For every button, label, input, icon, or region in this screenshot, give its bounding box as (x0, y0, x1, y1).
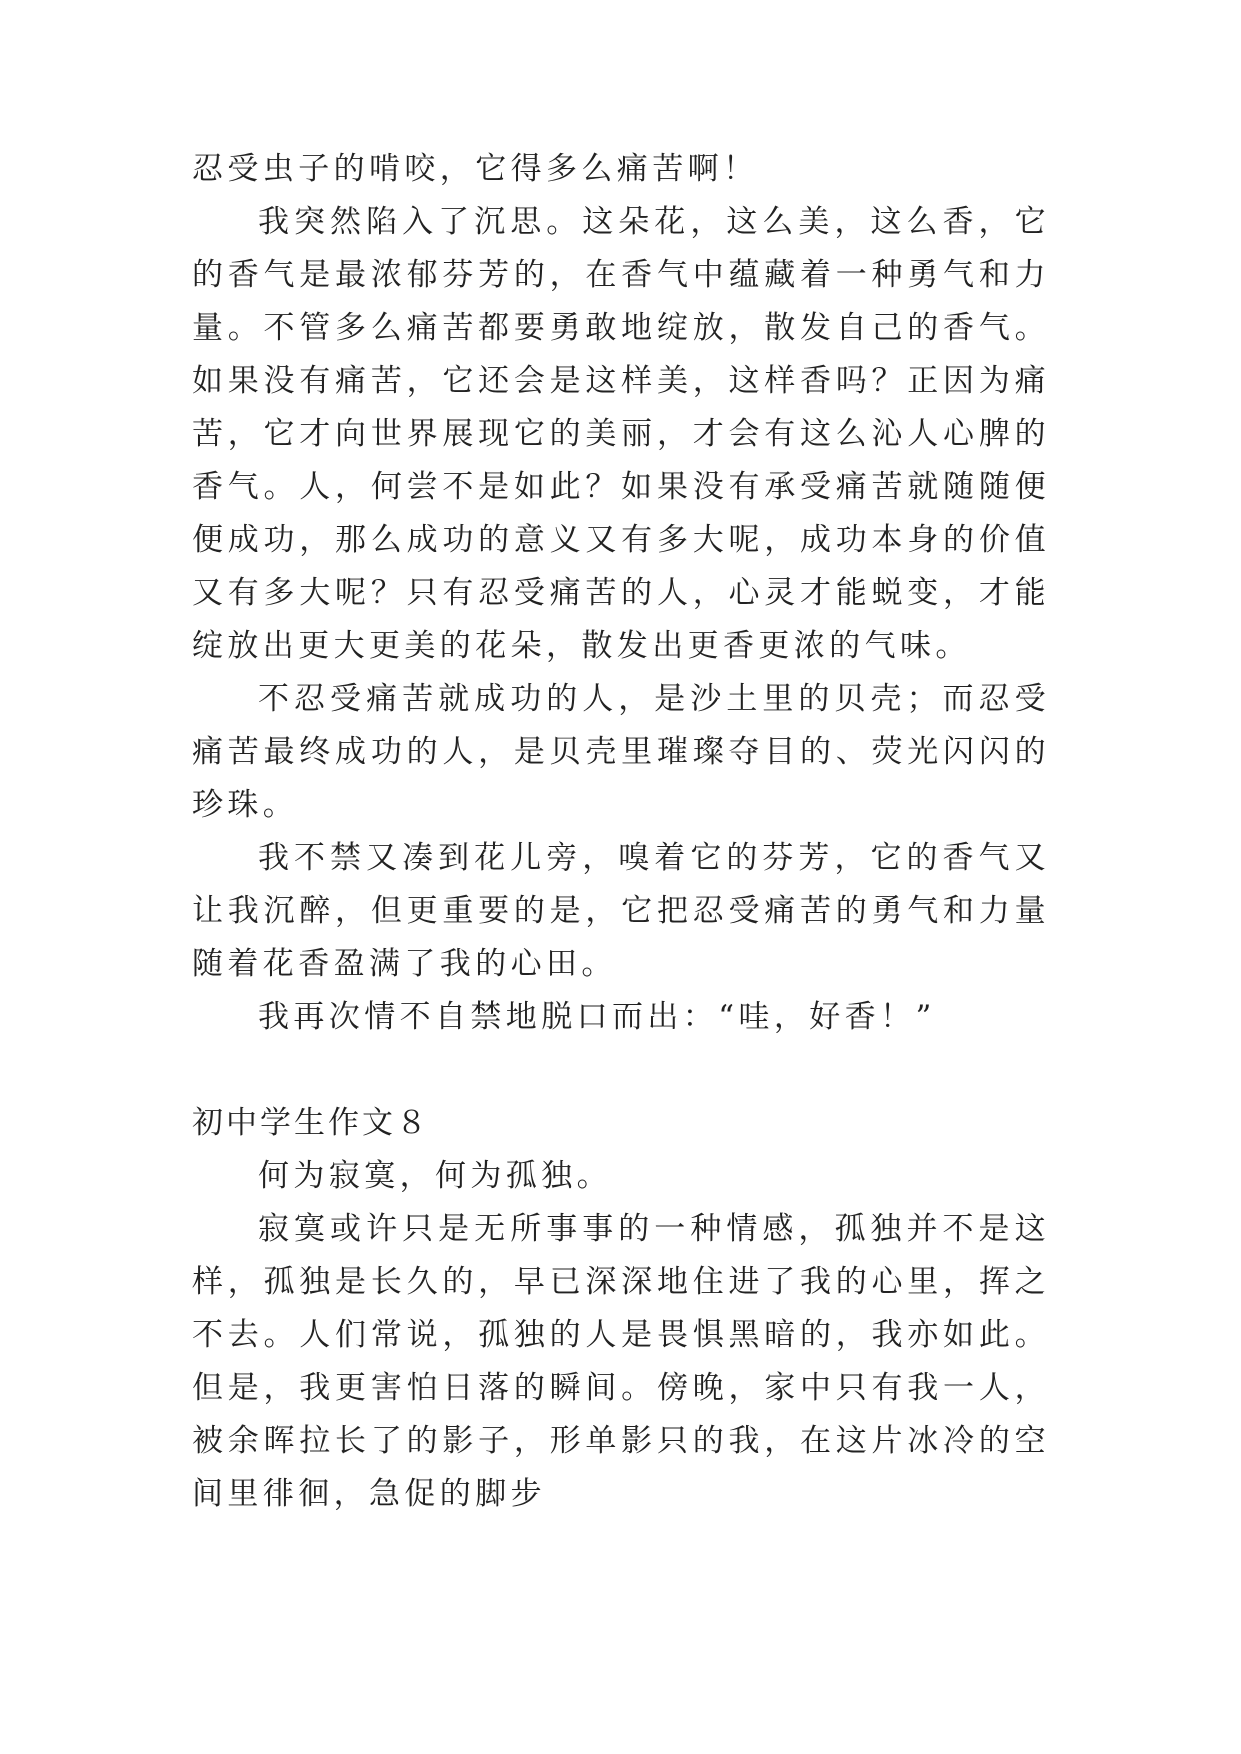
paragraph-question: 何为寂寞，何为孤独。 (258, 1158, 612, 1194)
document-body (192, 143, 1050, 1521)
section-heading: 初中学生作文８ (192, 1105, 430, 1141)
paragraph-fragrance: 我不禁又凑到花儿旁，嗅着它的芬芳，它的香气又让我沉醉，但更重要的是，它把忍受痛苦的勇气和力量随着花香盈满了我的心田。 (192, 840, 1050, 982)
paragraph-loneliness: 寂寞或许只是无所事事的一种情感，孤独并不是这样，孤独是长久的，早已深深地住进了我的心里，挥之不去。人们常说，孤独的人是畏惧黑暗的，我亦如此。但是，我更害怕日落的瞬间。傍晚，家中只有我一人，被余晖拉长了的影子，形单影只的我，在这片冰冷的空间里徘徊，急促的脚步 (192, 1211, 1050, 1512)
paragraph-reflection: 我突然陷入了沉思。这朵花，这么美，这么香，它的香气是最浓郁芬芳的，在香气中蕴藏着一种勇气和力量。不管多么痛苦都要勇敢地绽放，散发自己的香气。如果没有痛苦，它还会是这样美，这样香吗？正因为痛苦，它才向世界展现它的美丽，才会有这么沁人心脾的香气。人，何尝不是如此？如果没有承受痛苦就随随便便成功，那么成功的意义又有多大呢，成功本身的价值又有多大呢？只有忍受痛苦的人，心灵才能蜕变，才能绽放出更大更美的花朵，散发出更香更浓的气味。 (192, 204, 1050, 664)
section-gap (192, 1044, 1050, 1097)
paragraph-exclamation: 我再次情不自禁地脱口而出：“哇，好香！” (258, 999, 936, 1035)
paragraph-shell-pearl: 不忍受痛苦就成功的人，是沙土里的贝壳；而忍受痛苦最终成功的人，是贝壳里璀璨夺目的、荧光闪闪的珍珠。 (192, 681, 1050, 823)
paragraph-continuation: 忍受虫子的啃咬，它得多么痛苦啊！ (192, 151, 759, 187)
